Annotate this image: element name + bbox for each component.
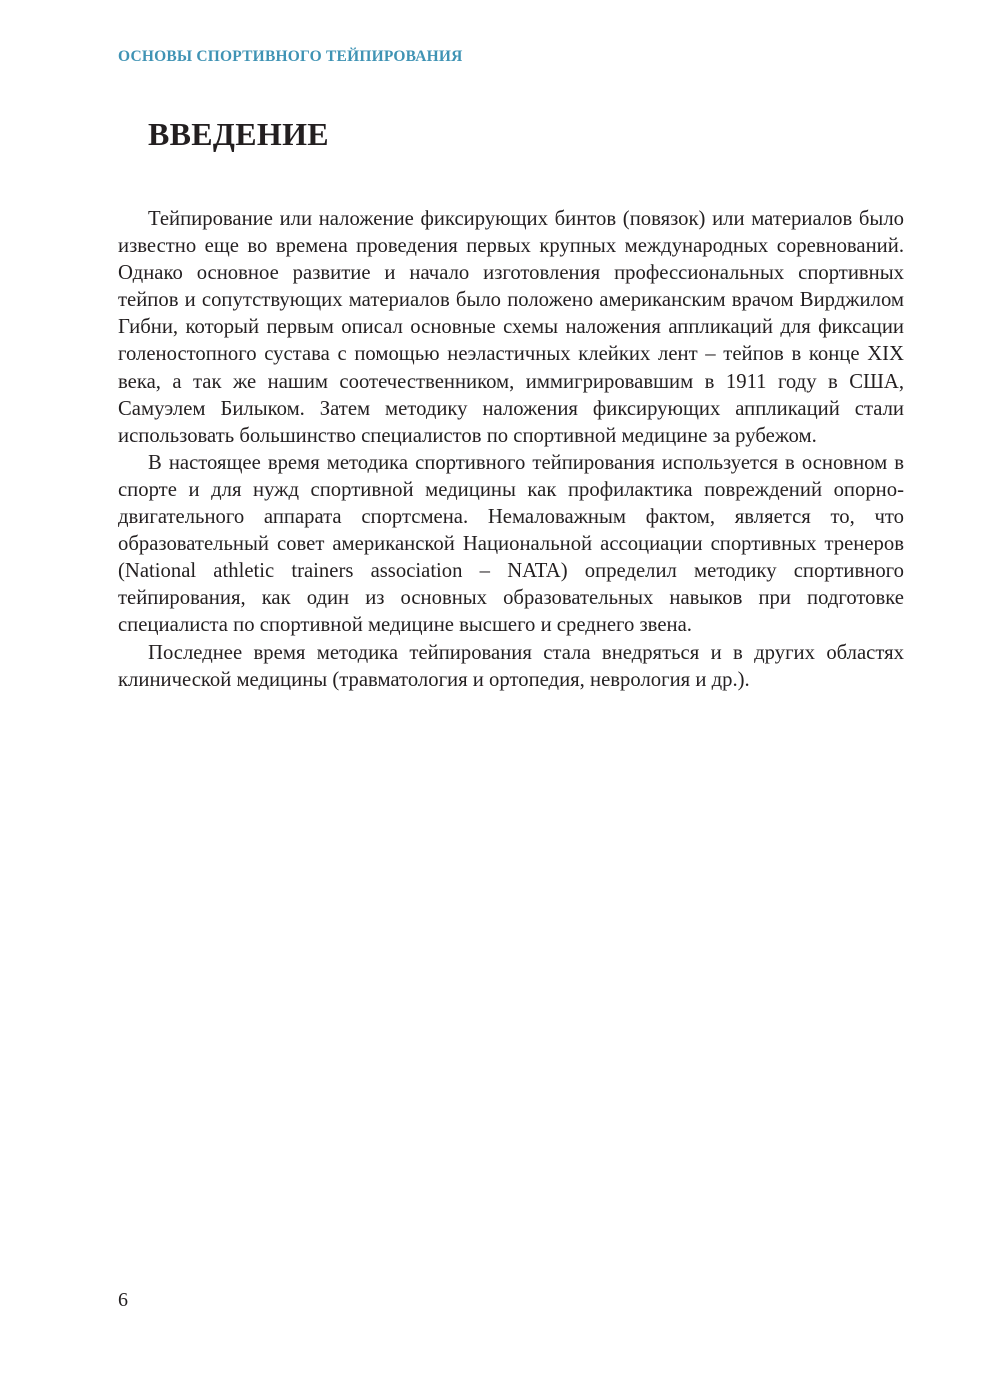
running-header: ОСНОВЫ СПОРТИВНОГО ТЕЙПИРОВАНИЯ [118,48,463,65]
body-text [118,206,904,694]
chapter-title: ВВЕДЕНИЕ [148,116,329,152]
paragraph-3: Последнее время методика тейпирования стала внедряться и в других областях клинической медицины (травматология и ортопедия, неврология и др.). [118,641,904,691]
paragraph-2: В настоящее время методика спортивного тейпирования используется в основном в спорте и для нужд спортивной медицины как профилактика повреждений опорно-двигательного аппарата спортсмена. Немаловажным фактом, является то, что образовательный совет американской Национальной ассоциации спортивных тренеров (National athletic trainers association – NATA) определил методику спортивного тейпирования, как один из основных образовательных навыков при подготовке специалиста по спортивной медицине высшего и среднего звена. [118,451,904,637]
paragraph-1: Тейпирование или наложение фиксирующих бинтов (повязок) или материалов было известно еще во времена проведения первых крупных международных соревнований. Однако основное развитие и начало изготовления профессиональных спортивных тейпов и сопутствующих материалов было положено американским врачом Вирджилом Гибни, который первым описал основные схемы наложения аппликаций для фиксации голеностопного сустава с помощью неэластичных клейких лент – тейпов в конце XIX века, а так же нашим соотечественником, иммигрировавшим в 1911 году в США, Самуэлем Билыком. Затем методику наложения фиксирующих аппликаций стали использовать большинство специалистов по спортивной медицине за рубежом. [118,208,904,447]
page-number: 6 [118,1289,128,1311]
